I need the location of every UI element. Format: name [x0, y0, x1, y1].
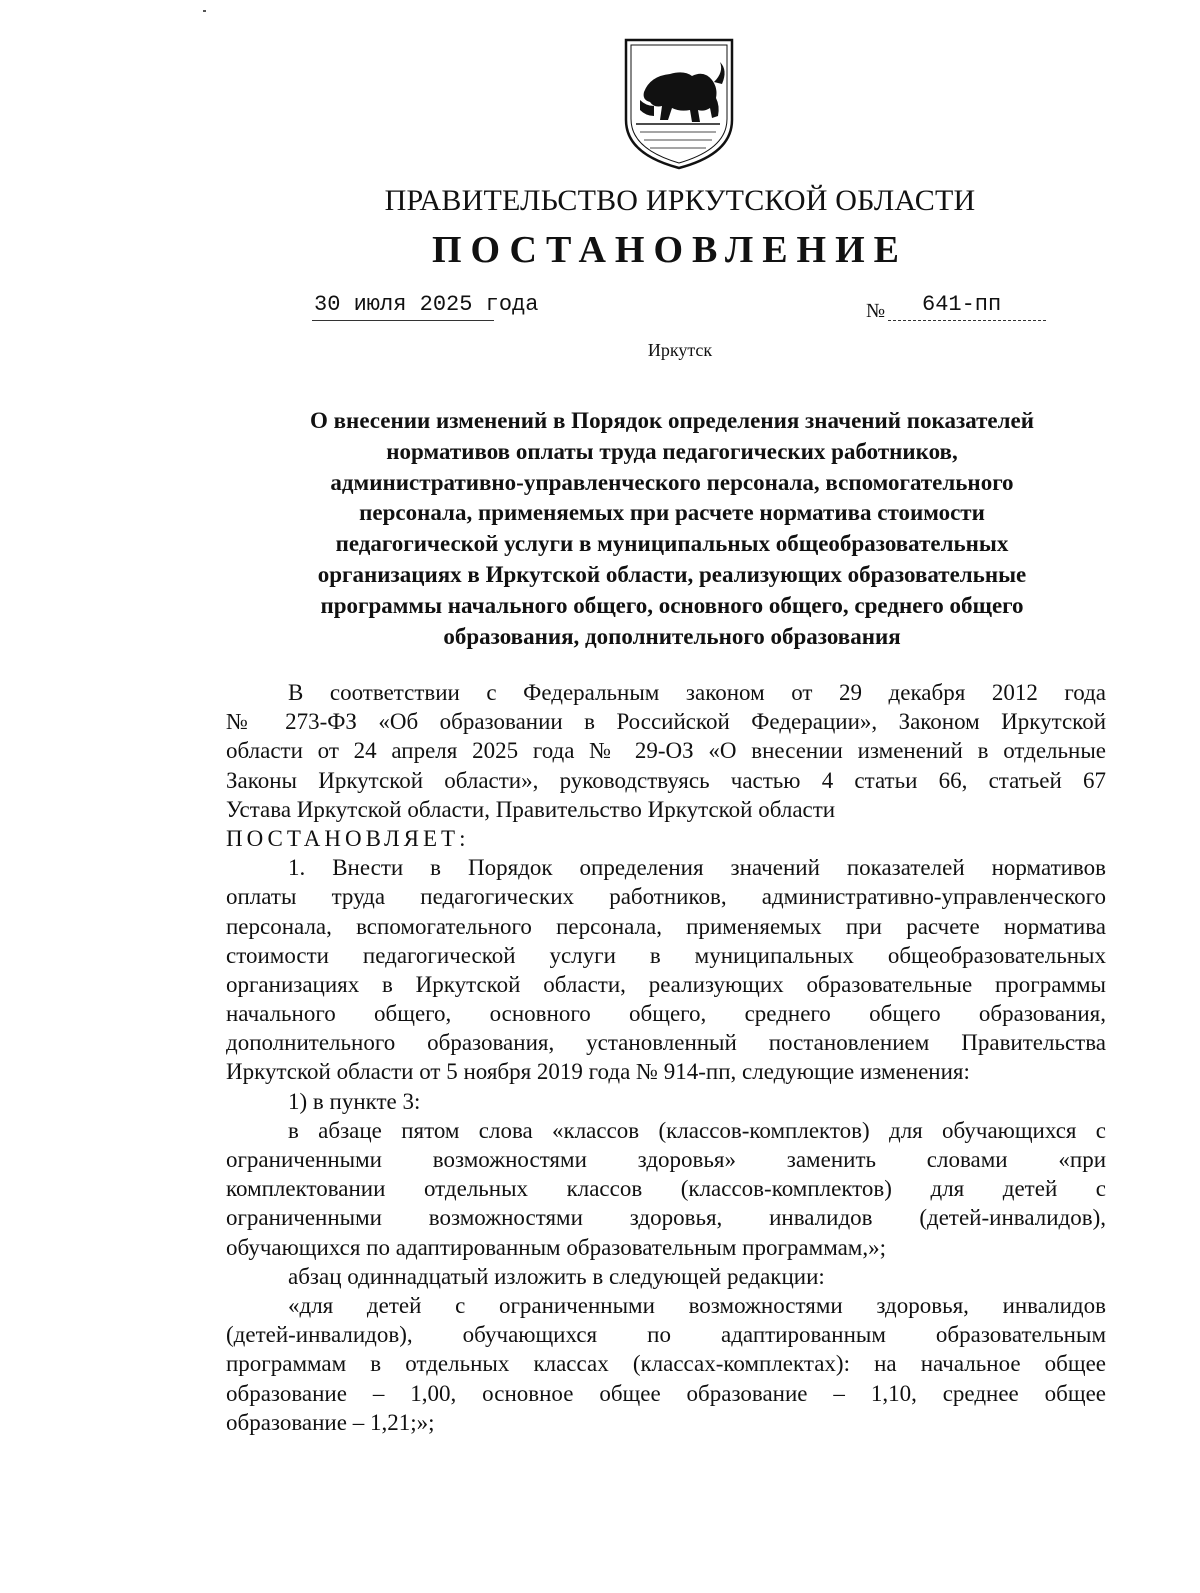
title-line: персонала, применяемых при расчете норматива стоимости [359, 500, 985, 526]
body-line: абзац одиннадцатый изложить в следующей редакции: [288, 1263, 825, 1289]
body-line: стоимости педагогической услуги в муниципальных общеобразовательных [226, 942, 1106, 968]
body-line: области от 24 апреля 2025 года № 29-ОЗ «О внесении изменений в отдельные [226, 738, 1106, 764]
body-line: дополнительного образования, установленный постановлением Правительства [226, 1030, 1106, 1056]
scan-speck [203, 10, 206, 12]
document-type: ПОСТАНОВЛЕНИЕ [431, 229, 909, 271]
title-line: педагогической услуги в муниципальных общеобразовательных [335, 531, 1009, 557]
number-underline [888, 320, 1046, 321]
body-line: оплаты труда педагогических работников, административно-управленческого [226, 884, 1106, 910]
title-line: нормативов оплаты труда педагогических работников, [386, 438, 958, 464]
body-line: образование – 1,00, основное общее образование – 1,10, среднее общее [226, 1380, 1106, 1406]
date-underline [312, 320, 494, 321]
title-line: административно-управленческого персонала, вспомогательного [330, 469, 1014, 495]
body-line: ограниченными возможностями здоровья» заменить словами «при [226, 1147, 1106, 1173]
city: Иркутск [647, 340, 713, 360]
body-line: «для детей с ограниченными возможностями здоровья, инвалидов [288, 1293, 1106, 1319]
body-line: В соответствии с Федеральным законом от 29 декабря 2012 года [288, 680, 1106, 705]
body-line: 1. Внести в Порядок определения значений показателей нормативов [288, 855, 1106, 881]
body-line: программам в отдельных классах (классах-комплектах): на начальное общее [226, 1351, 1106, 1377]
body-line: ограниченными возможностями здоровья, инвалидов (детей-инвалидов), [226, 1205, 1106, 1231]
body-line: (детей-инвалидов), обучающихся по адаптированным образовательным [226, 1322, 1106, 1348]
body-line: 1) в пункте 3: [288, 1088, 421, 1114]
body-line: Иркутской области от 5 ноября 2019 года № 914-пп, следующие изменения: [226, 1059, 970, 1085]
body-line: комплектовании отдельных классов (классов-комплектов) для детей с [226, 1176, 1106, 1202]
body-line: Устава Иркутской области, Правительство Иркутской области [226, 796, 836, 822]
document-body [226, 678, 1106, 1437]
body-line: в абзаце пятом слова «классов (классов-комплектов) для обучающихся с [288, 1117, 1106, 1143]
document-title [255, 406, 1089, 652]
title-line: программы начального общего, основного общего, среднего общего [320, 592, 1024, 618]
body-line: персонала, вспомогательного персонала, применяемых при расчете норматива [226, 913, 1106, 939]
body-line: образование – 1,21;»; [226, 1409, 435, 1435]
title-line: образования, дополнительного образования [443, 623, 901, 649]
title-line: организациях в Иркутской области, реализующих образовательные [317, 561, 1027, 587]
coat-of-arms-icon [620, 36, 738, 172]
body-line: начального общего, основного общего, среднего общего образования, [226, 1001, 1106, 1027]
document-number: 641-пп [922, 292, 1002, 317]
body-line: № 273-ФЗ «Об образовании в Российской Федерации», Законом Иркутской [226, 709, 1106, 735]
body-line: обучающихся по адаптированным образовательным программам,»; [226, 1234, 886, 1260]
organization-name: ПРАВИТЕЛЬСТВО ИРКУТСКОЙ ОБЛАСТИ [384, 184, 976, 217]
resolves-word: ПОСТАНОВЛЯЕТ: [226, 825, 470, 851]
document-date: 30 июля 2025 года [314, 292, 539, 317]
body-line: организациях в Иркутской области, реализующих образовательные программы [226, 971, 1106, 997]
number-sign: № [866, 300, 886, 322]
title-line: О внесении изменений в Порядок определения значений показателей [310, 408, 1034, 433]
body-line: Законы Иркутской области», руководствуясь частью 4 статьи 66, статьей 67 [226, 767, 1106, 793]
